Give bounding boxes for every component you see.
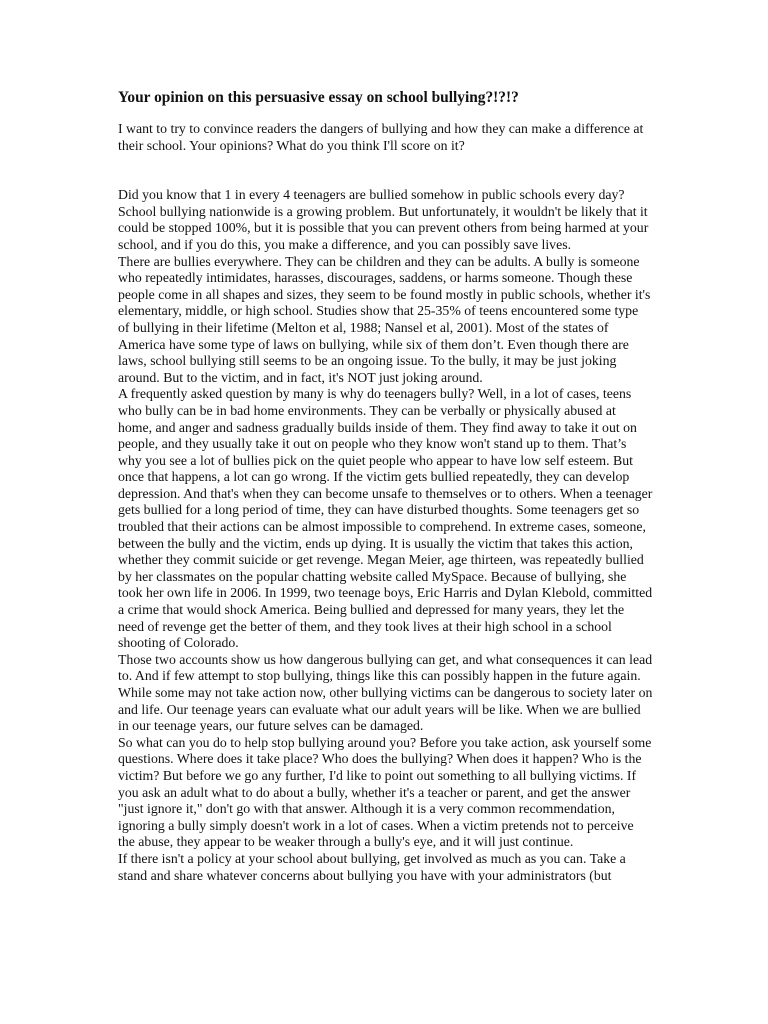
essay-paragraph: There are bullies everywhere. They can be children and they can be adults. A bully is someone who repeatedly intimidates, harasses, discourages, saddens, or harms someone. Though these people come in all shapes and sizes, they seem to be found mostly in public schools, whether it's elementary, middle, or high school. Studies show that 25-35% of teens encountered some type of bullying in their lifetime (Melton et al, 1988; Nansel et al, 2001). Most of the states of America have some type of laws on bullying, while six of them don’t. Even though there are laws, school bullying still seems to be an ongoing issue. To the bully, it may be just joking around. But to the victim, and in fact, it's NOT just joking around. [118, 253, 651, 385]
document-intro: I want to try to convince readers the dangers of bullying and how they can make a difference at their school. Your opinions? What do you think I'll score on it? [118, 121, 644, 153]
document-page [118, 88, 653, 884]
essay-paragraph: If there isn't a policy at your school about bullying, get involved as much as you can. Take a stand and share whatever concerns about bullying you have with your administrators (but [118, 850, 626, 883]
essay-paragraph: A frequently asked question by many is why do teenagers bully? Well, in a lot of cases, teens who bully can be in bad home environments. They can be verbally or physically abused at home, and anger and sadness gradually builds inside of them. They find away to take it out on people, and they usually take it out on people who they know won't stand up to them. That’s why you see a lot of bullies pick on the quiet people who appear to have low self esteem. But once that happens, a lot can go wrong. If the victim gets bullied repeatedly, they can develop depression. And that's when they can become unsafe to themselves or to others. When a teenager gets bullied for a long period of time, they can have disturbed thoughts. Some teenagers get so troubled that their actions can be almost impossible to comprehend. In extreme cases, someone, between the bully and the victim, ends up dying. It is usually the victim that takes this action, whether they commit suicide or get revenge. Megan Meier, age thirteen, was repeatedly bullied by her classmates on the popular chatting website called MySpace. Because of bullying, she took her own life in 2006. In 1999, two teenage boys, Eric Harris and Dylan Klebold, committed a crime that would shock America. Being bullied and depressed for many years, they let the need of revenge get the better of them, and they took lives at their high school in a school shooting of Colorado. [118, 386, 653, 651]
essay-paragraph: So what can you do to help stop bullying around you? Before you take action, ask yourself some questions. Where does it take place? Who does the bullying? When does it happen? Who is the victim? But before we go any further, I'd like to point out something to all bullying victims. If you ask an adult what to do about a bully, whether it's a teacher or parent, and get the answer "just ignore it," don't go with that answer. Although it is a very common recommendation, ignoring a bully simply doesn't work in a lot of cases. When a victim pretends not to perceive the abuse, they appear to be weaker through a bully's eye, and it will just continue. [118, 734, 652, 850]
essay-body [118, 187, 653, 884]
essay-paragraph: Those two accounts show us how dangerous bullying can get, and what consequences it can lead to. And if few attempt to stop bullying, things like this can possibly happen in the future again. While some may not take action now, other bullying victims can be dangerous to society later on and life. Our teenage years can evaluate what our adult years will be like. When we are bullied in our teenage years, our future selves can be damaged. [118, 651, 653, 734]
essay-paragraph: Did you know that 1 in every 4 teenagers are bullied somehow in public schools every day? School bullying nationwide is a growing problem. But unfortunately, it wouldn't be likely that it could be stopped 100%, but it is possible that you can prevent others from being harmed at your school, and if you do this, you make a difference, and you can possibly save lives. [118, 187, 649, 252]
document-title: Your opinion on this persuasive essay on school bullying?!?!? [118, 89, 519, 106]
